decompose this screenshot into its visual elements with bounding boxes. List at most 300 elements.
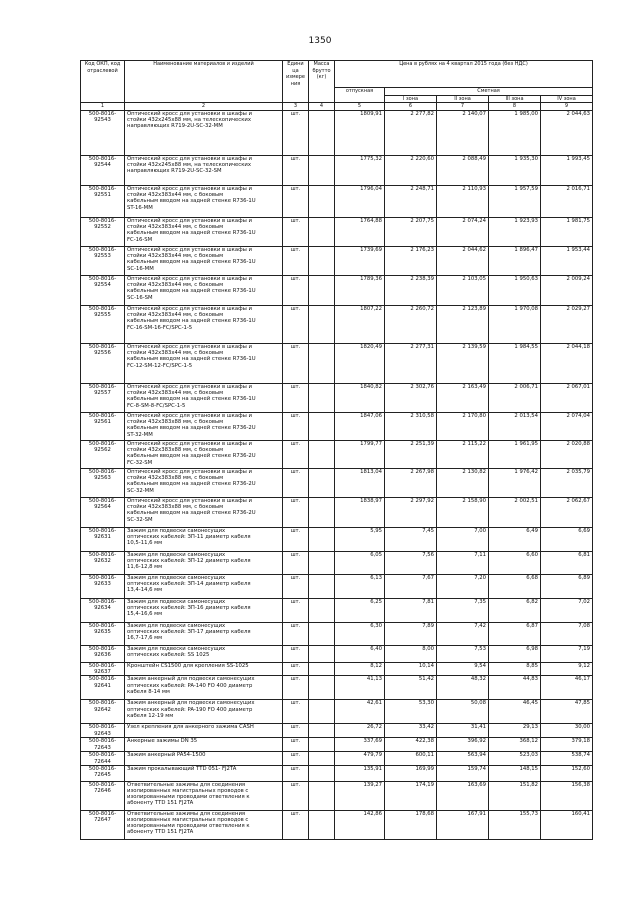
header-mass: Масса брутто (кг) xyxy=(309,61,335,103)
unit-cell: шт. xyxy=(283,752,309,765)
table-row xyxy=(81,441,593,469)
zone-2-price-cell: 2 163,49 xyxy=(437,384,489,413)
item-name-cell: Оптический кросс для установки в шкафы и стойки 432x383x88 мм, с боковым кабельным вводом на задней стенке R736-2U FC-32-SM xyxy=(125,441,283,469)
zone-2-price-cell: 2 115,22 xyxy=(437,441,489,469)
column-number: 8 xyxy=(489,103,541,111)
zone-3-price-cell: 6,82 xyxy=(489,599,541,623)
zone-3-price-cell: 523,03 xyxy=(489,752,541,765)
okp-code-cell: 500-8016- 72644 xyxy=(81,752,125,765)
release-price-cell: 1775,32 xyxy=(335,156,385,186)
mass-cell xyxy=(309,156,335,186)
okp-code-cell: 500-8016- 92562 xyxy=(81,441,125,469)
unit-cell: шт. xyxy=(283,156,309,186)
item-name-cell: Зажим для подвески самонесущих оптических кабелей: SS 1025 xyxy=(125,646,283,663)
okp-code-cell: 500-8016- 92633 xyxy=(81,575,125,599)
zone-1-price-cell: 2 220,60 xyxy=(385,156,437,186)
unit-cell: шт. xyxy=(283,247,309,276)
zone-3-price-cell: 1 984,55 xyxy=(489,344,541,384)
table-body xyxy=(81,111,593,840)
zone-1-price-cell: 2 248,71 xyxy=(385,186,437,218)
zone-1-price-cell: 600,11 xyxy=(385,752,437,765)
item-name-cell: Оптический кросс для установки в шкафы и стойки 432x383x44 мм, с боковым кабельным вводом на задней стенке R736-1U FC-12-SM-12-FC/SPC-1-5 xyxy=(125,344,283,384)
zone-2-price-cell: 159,74 xyxy=(437,765,489,781)
okp-code-cell: 500-8016- 92641 xyxy=(81,676,125,700)
zone-4-price-cell: 7,08 xyxy=(541,623,593,646)
okp-code-cell: 500-8016- 92642 xyxy=(81,700,125,724)
unit-cell: шт. xyxy=(283,384,309,413)
mass-cell xyxy=(309,413,335,441)
release-price-cell: 142,86 xyxy=(335,810,385,839)
mass-cell xyxy=(309,498,335,528)
header-price-caption: Цена в рублях на 4 квартал 2015 года (без НДС) xyxy=(335,61,593,88)
column-number: 2 xyxy=(125,103,283,111)
unit-cell: шт. xyxy=(283,306,309,344)
zone-1-price-cell: 33,42 xyxy=(385,724,437,738)
unit-cell: шт. xyxy=(283,469,309,498)
zone-2-price-cell: 9,54 xyxy=(437,663,489,676)
item-name-cell: Зажим для подвески самонесущих оптических кабелей: ЗП-11 диаметр кабеля 10,5-11,6 мм xyxy=(125,528,283,552)
release-price-cell: 479,79 xyxy=(335,752,385,765)
zone-1-price-cell: 2 176,23 xyxy=(385,247,437,276)
table-row xyxy=(81,384,593,413)
zone-3-price-cell: 2 006,71 xyxy=(489,384,541,413)
item-name-cell: Анкерные зажимы DN 35 xyxy=(125,738,283,752)
unit-cell: шт. xyxy=(283,344,309,384)
column-number: 9 xyxy=(541,103,593,111)
header-unit: Едини ца измере ния xyxy=(283,61,309,103)
zone-1-price-cell: 8,00 xyxy=(385,646,437,663)
zone-4-price-cell: 9,12 xyxy=(541,663,593,676)
zone-3-price-cell: 2 013,54 xyxy=(489,413,541,441)
zone-2-price-cell: 31,41 xyxy=(437,724,489,738)
mass-cell xyxy=(309,247,335,276)
table-row xyxy=(81,498,593,528)
zone-2-price-cell: 2 170,80 xyxy=(437,413,489,441)
unit-cell: шт. xyxy=(283,498,309,528)
zone-3-price-cell: 1 935,30 xyxy=(489,156,541,186)
zone-4-price-cell: 1 953,44 xyxy=(541,247,593,276)
zone-3-price-cell: 6,98 xyxy=(489,646,541,663)
zone-4-price-cell: 1 993,45 xyxy=(541,156,593,186)
zone-4-price-cell: 46,17 xyxy=(541,676,593,700)
release-price-cell: 1847,06 xyxy=(335,413,385,441)
item-name-cell: Ответвительные зажимы для соединения изолированных магистральных проводов с изолированными проводами ответвления к абоненту ТТD 151 FJ2TA xyxy=(125,810,283,839)
table-row xyxy=(81,528,593,552)
release-price-cell: 1789,36 xyxy=(335,276,385,306)
okp-code-cell: 500-8016- 92552 xyxy=(81,218,125,247)
mass-cell xyxy=(309,623,335,646)
zone-3-price-cell: 1 970,08 xyxy=(489,306,541,344)
okp-code-cell: 500-8016- 92553 xyxy=(81,247,125,276)
item-name-cell: Зажим анкерный PA54-1500 xyxy=(125,752,283,765)
okp-code-cell: 500-8016- 92556 xyxy=(81,344,125,384)
table-row xyxy=(81,724,593,738)
zone-4-price-cell: 2 029,27 xyxy=(541,306,593,344)
mass-cell xyxy=(309,111,335,156)
unit-cell: шт. xyxy=(283,186,309,218)
table-row xyxy=(81,111,593,156)
item-name-cell: Оптический кросс для установки в шкафы и стойки 432x383x44 мм, с боковым кабельным вводом на задней стенке R736-1U SC-16-MM xyxy=(125,247,283,276)
price-table xyxy=(80,60,593,840)
item-name-cell: Зажим для подвески самонесущих оптических кабелей: ЗП-16 диаметр кабеля 15,4-16,6 мм xyxy=(125,599,283,623)
zone-2-price-cell: 7,20 xyxy=(437,575,489,599)
zone-1-price-cell: 7,67 xyxy=(385,575,437,599)
item-name-cell: Зажим анкерный для подвески самонесущих оптических кабелей: PA-140 FO 400 диаметр кабеля 8-14 мм xyxy=(125,676,283,700)
mass-cell xyxy=(309,599,335,623)
zone-2-price-cell: 7,00 xyxy=(437,528,489,552)
table-row xyxy=(81,623,593,646)
zone-3-price-cell: 1 985,00 xyxy=(489,111,541,156)
item-name-cell: Оптический кросс для установки в шкафы и стойки 432x245x88 мм, на телескопических направляющих R719-2U-SC-32-SM xyxy=(125,156,283,186)
mass-cell xyxy=(309,186,335,218)
zone-1-price-cell: 2 277,31 xyxy=(385,344,437,384)
table-row xyxy=(81,738,593,752)
okp-code-cell: 500-8016- 92555 xyxy=(81,306,125,344)
zone-3-price-cell: 1 896,47 xyxy=(489,247,541,276)
unit-cell: шт. xyxy=(283,413,309,441)
zone-4-price-cell: 2 067,01 xyxy=(541,384,593,413)
okp-code-cell: 500-8016- 92564 xyxy=(81,498,125,528)
release-price-cell: 1799,77 xyxy=(335,441,385,469)
release-price-cell: 6,05 xyxy=(335,552,385,575)
zone-4-price-cell: 2 074,04 xyxy=(541,413,593,441)
zone-2-price-cell: 7,11 xyxy=(437,552,489,575)
zone-2-price-cell: 48,32 xyxy=(437,676,489,700)
okp-code-cell: 500-8016- 92561 xyxy=(81,413,125,441)
mass-cell xyxy=(309,575,335,599)
zone-1-price-cell: 2 207,75 xyxy=(385,218,437,247)
table-row xyxy=(81,247,593,276)
zone-2-price-cell: 7,53 xyxy=(437,646,489,663)
zone-3-price-cell: 29,13 xyxy=(489,724,541,738)
item-name-cell: Зажим прокалывающий ТТD 051- FJ2TA xyxy=(125,765,283,781)
mass-cell xyxy=(309,724,335,738)
release-price-cell: 6,30 xyxy=(335,623,385,646)
header-release: отпускная xyxy=(335,88,385,103)
zone-4-price-cell: 6,69 xyxy=(541,528,593,552)
table-header xyxy=(81,61,593,111)
zone-2-price-cell: 2 074,24 xyxy=(437,218,489,247)
mass-cell xyxy=(309,528,335,552)
okp-code-cell: 500-8016- 92551 xyxy=(81,186,125,218)
zone-2-price-cell: 163,69 xyxy=(437,781,489,810)
unit-cell: шт. xyxy=(283,441,309,469)
okp-code-cell: 500-8016- 92636 xyxy=(81,646,125,663)
column-numbers-row xyxy=(81,103,593,111)
zone-3-price-cell: 1 923,93 xyxy=(489,218,541,247)
unit-cell: шт. xyxy=(283,765,309,781)
zone-3-price-cell: 6,68 xyxy=(489,575,541,599)
mass-cell xyxy=(309,344,335,384)
item-name-cell: Зажим анкерный для подвески самонесущих оптических кабелей: PA-190 FO 400 диаметр кабеля 12-19 мм xyxy=(125,700,283,724)
unit-cell: шт. xyxy=(283,623,309,646)
zone-1-price-cell: 2 277,82 xyxy=(385,111,437,156)
zone-3-price-cell: 1 957,59 xyxy=(489,186,541,218)
okp-code-cell: 500-8016- 92631 xyxy=(81,528,125,552)
item-name-cell: Оптический кросс для установки в шкафы и стойки 432x245x88 мм, на телескопических направляющих R719-2U-SC-32-MM xyxy=(125,111,283,156)
release-price-cell: 41,13 xyxy=(335,676,385,700)
table-row xyxy=(81,599,593,623)
okp-code-cell: 500-8016- 92635 xyxy=(81,623,125,646)
okp-code-cell: 500-8016- 72645 xyxy=(81,765,125,781)
release-price-cell: 6,25 xyxy=(335,599,385,623)
header-zone-3: III зона xyxy=(489,95,541,103)
zone-1-price-cell: 7,89 xyxy=(385,623,437,646)
zone-4-price-cell: 2 044,63 xyxy=(541,111,593,156)
mass-cell xyxy=(309,646,335,663)
item-name-cell: Оптический кросс для установки в шкафы и стойки 432x383x44 мм, с боковым кабельным вводом на задней стенке R736-1U FC-16-SM-16-FC/SPC-1-5 xyxy=(125,306,283,344)
zone-4-price-cell: 2 016,71 xyxy=(541,186,593,218)
zone-2-price-cell: 2 130,82 xyxy=(437,469,489,498)
zone-2-price-cell: 2 158,90 xyxy=(437,498,489,528)
release-price-cell: 1840,82 xyxy=(335,384,385,413)
item-name-cell: Оптический кросс для установки в шкафы и стойки 432x383x44 мм, с боковым кабельным вводом на задней стенке R736-1U FC-16-SM xyxy=(125,218,283,247)
zone-3-price-cell: 2 002,51 xyxy=(489,498,541,528)
mass-cell xyxy=(309,441,335,469)
column-number: 3 xyxy=(283,103,309,111)
zone-2-price-cell: 563,94 xyxy=(437,752,489,765)
release-price-cell: 1809,91 xyxy=(335,111,385,156)
table-row xyxy=(81,781,593,810)
mass-cell xyxy=(309,752,335,765)
zone-1-price-cell: 422,38 xyxy=(385,738,437,752)
zone-1-price-cell: 10,14 xyxy=(385,663,437,676)
item-name-cell: Зажим для подвески самонесущих оптических кабелей: ЗП-14 диаметр кабеля 13,4-14,6 мм xyxy=(125,575,283,599)
table-row xyxy=(81,186,593,218)
item-name-cell: Кронштейн CS1500 для крепления SS-1025 xyxy=(125,663,283,676)
unit-cell: шт. xyxy=(283,575,309,599)
zone-1-price-cell: 2 310,58 xyxy=(385,413,437,441)
release-price-cell: 1838,97 xyxy=(335,498,385,528)
zone-4-price-cell: 379,18 xyxy=(541,738,593,752)
zone-3-price-cell: 6,60 xyxy=(489,552,541,575)
zone-4-price-cell: 160,41 xyxy=(541,810,593,839)
item-name-cell: Оптический кросс для установки в шкафы и стойки 432x383x44 мм, с боковым кабельным вводом на задней стенке R736-1U ST-16-MM xyxy=(125,186,283,218)
zone-3-price-cell: 151,82 xyxy=(489,781,541,810)
zone-1-price-cell: 2 267,98 xyxy=(385,469,437,498)
unit-cell: шт. xyxy=(283,663,309,676)
mass-cell xyxy=(309,276,335,306)
table-row xyxy=(81,306,593,344)
release-price-cell: 5,95 xyxy=(335,528,385,552)
release-price-cell: 6,40 xyxy=(335,646,385,663)
table-row xyxy=(81,575,593,599)
zone-2-price-cell: 2 140,07 xyxy=(437,111,489,156)
zone-1-price-cell: 2 297,92 xyxy=(385,498,437,528)
release-price-cell: 26,72 xyxy=(335,724,385,738)
item-name-cell: Оптический кросс для установки в шкафы и стойки 432x383x88 мм, с боковым кабельным вводом на задней стенке R736-2U SC-32-MM xyxy=(125,469,283,498)
mass-cell xyxy=(309,781,335,810)
header-zone-1: I зона xyxy=(385,95,437,103)
zone-2-price-cell: 167,91 xyxy=(437,810,489,839)
zone-4-price-cell: 2 020,88 xyxy=(541,441,593,469)
unit-cell: шт. xyxy=(283,646,309,663)
zone-1-price-cell: 2 302,76 xyxy=(385,384,437,413)
okp-code-cell: 500-8016- 92554 xyxy=(81,276,125,306)
item-name-cell: Ответвительные зажимы для соединения изолированных магистральных проводов с изолированными проводами ответвления к абоненту ТТD 151 FJ2TA xyxy=(125,781,283,810)
zone-1-price-cell: 7,56 xyxy=(385,552,437,575)
zone-4-price-cell: 6,81 xyxy=(541,552,593,575)
zone-4-price-cell: 47,85 xyxy=(541,700,593,724)
zone-2-price-cell: 2 123,89 xyxy=(437,306,489,344)
okp-code-cell: 500-8016- 92563 xyxy=(81,469,125,498)
release-price-cell: 6,13 xyxy=(335,575,385,599)
release-price-cell: 1739,69 xyxy=(335,247,385,276)
release-price-cell: 135,91 xyxy=(335,765,385,781)
unit-cell: шт. xyxy=(283,810,309,839)
unit-cell: шт. xyxy=(283,276,309,306)
mass-cell xyxy=(309,676,335,700)
zone-1-price-cell: 178,68 xyxy=(385,810,437,839)
column-number: 6 xyxy=(385,103,437,111)
release-price-cell: 42,61 xyxy=(335,700,385,724)
zone-4-price-cell: 7,02 xyxy=(541,599,593,623)
unit-cell: шт. xyxy=(283,552,309,575)
zone-3-price-cell: 46,45 xyxy=(489,700,541,724)
unit-cell: шт. xyxy=(283,700,309,724)
item-name-cell: Оптический кросс для установки в шкафы и стойки 432x383x44 мм, с боковым кабельным вводом на задней стенке R736-1U SC-16-SM xyxy=(125,276,283,306)
zone-1-price-cell: 174,19 xyxy=(385,781,437,810)
table-row xyxy=(81,552,593,575)
zone-1-price-cell: 7,81 xyxy=(385,599,437,623)
release-price-cell: 1813,04 xyxy=(335,469,385,498)
zone-3-price-cell: 1 976,42 xyxy=(489,469,541,498)
release-price-cell: 1764,88 xyxy=(335,218,385,247)
zone-2-price-cell: 396,92 xyxy=(437,738,489,752)
release-price-cell: 8,12 xyxy=(335,663,385,676)
zone-3-price-cell: 148,15 xyxy=(489,765,541,781)
header-name: Наименование материалов и изделий xyxy=(125,61,283,103)
table-row xyxy=(81,810,593,839)
header-zone-4: IV зона xyxy=(541,95,593,103)
zone-4-price-cell: 2 062,67 xyxy=(541,498,593,528)
mass-cell xyxy=(309,700,335,724)
zone-4-price-cell: 538,74 xyxy=(541,752,593,765)
column-number: 5 xyxy=(335,103,385,111)
unit-cell: шт. xyxy=(283,724,309,738)
okp-code-cell: 500-8016- 72647 xyxy=(81,810,125,839)
okp-code-cell: 500-8016- 92632 xyxy=(81,552,125,575)
zone-1-price-cell: 169,99 xyxy=(385,765,437,781)
mass-cell xyxy=(309,384,335,413)
unit-cell: шт. xyxy=(283,218,309,247)
zone-4-price-cell: 1 981,75 xyxy=(541,218,593,247)
okp-code-cell: 500-8016- 92634 xyxy=(81,599,125,623)
table-row xyxy=(81,276,593,306)
table-row xyxy=(81,413,593,441)
zone-2-price-cell: 7,35 xyxy=(437,599,489,623)
mass-cell xyxy=(309,765,335,781)
mass-cell xyxy=(309,218,335,247)
mass-cell xyxy=(309,552,335,575)
zone-1-price-cell: 2 238,39 xyxy=(385,276,437,306)
header-code: Код ОКП, код отраслевой xyxy=(81,61,125,103)
item-name-cell: Узел крепления для анкерного зажима CASH xyxy=(125,724,283,738)
release-price-cell: 337,69 xyxy=(335,738,385,752)
zone-4-price-cell: 156,38 xyxy=(541,781,593,810)
header-estimate: Сметная xyxy=(385,88,593,96)
zone-2-price-cell: 7,42 xyxy=(437,623,489,646)
table-row xyxy=(81,344,593,384)
zone-4-price-cell: 2 044,18 xyxy=(541,344,593,384)
table-row xyxy=(81,676,593,700)
item-name-cell: Зажим для подвески самонесущих оптических кабелей: ЗП-12 диаметр кабеля 11,6-12,8 мм xyxy=(125,552,283,575)
okp-code-cell: 500-8016- 92544 xyxy=(81,156,125,186)
zone-4-price-cell: 7,19 xyxy=(541,646,593,663)
zone-2-price-cell: 2 103,05 xyxy=(437,276,489,306)
zone-3-price-cell: 368,12 xyxy=(489,738,541,752)
table-row xyxy=(81,700,593,724)
column-number: 7 xyxy=(437,103,489,111)
unit-cell: шт. xyxy=(283,738,309,752)
release-price-cell: 1820,49 xyxy=(335,344,385,384)
mass-cell xyxy=(309,810,335,839)
zone-2-price-cell: 50,08 xyxy=(437,700,489,724)
column-number: 1 xyxy=(81,103,125,111)
mass-cell xyxy=(309,738,335,752)
zone-3-price-cell: 6,49 xyxy=(489,528,541,552)
release-price-cell: 1807,22 xyxy=(335,306,385,344)
zone-3-price-cell: 155,73 xyxy=(489,810,541,839)
mass-cell xyxy=(309,663,335,676)
unit-cell: шт. xyxy=(283,599,309,623)
table-row xyxy=(81,765,593,781)
mass-cell xyxy=(309,469,335,498)
zone-2-price-cell: 2 088,49 xyxy=(437,156,489,186)
item-name-cell: Оптический кросс для установки в шкафы и стойки 432x383x44 мм, с боковым кабельным вводом на задней стенке R736-1U FC-8-SM-8-FC/SPC-1-5 xyxy=(125,384,283,413)
item-name-cell: Зажим для подвески самонесущих оптических кабелей: ЗП-17 диаметр кабеля 16,7-17,6 мм xyxy=(125,623,283,646)
zone-1-price-cell: 2 251,39 xyxy=(385,441,437,469)
zone-3-price-cell: 44,83 xyxy=(489,676,541,700)
column-number: 4 xyxy=(309,103,335,111)
table-row xyxy=(81,752,593,765)
zone-3-price-cell: 6,87 xyxy=(489,623,541,646)
unit-cell: шт. xyxy=(283,111,309,156)
zone-4-price-cell: 30,00 xyxy=(541,724,593,738)
table-row xyxy=(81,663,593,676)
zone-1-price-cell: 51,42 xyxy=(385,676,437,700)
zone-1-price-cell: 7,45 xyxy=(385,528,437,552)
item-name-cell: Оптический кросс для установки в шкафы и стойки 432x383x88 мм, с боковым кабельным вводом на задней стенке R736-2U ST-32-MM xyxy=(125,413,283,441)
okp-code-cell: 500-8016- 92543 xyxy=(81,111,125,156)
zone-4-price-cell: 2 035,79 xyxy=(541,469,593,498)
mass-cell xyxy=(309,306,335,344)
zone-1-price-cell: 2 260,72 xyxy=(385,306,437,344)
table-row xyxy=(81,646,593,663)
zone-2-price-cell: 2 044,62 xyxy=(437,247,489,276)
zone-4-price-cell: 152,60 xyxy=(541,765,593,781)
okp-code-cell: 500-8016- 92637 xyxy=(81,663,125,676)
release-price-cell: 1796,04 xyxy=(335,186,385,218)
table-row xyxy=(81,218,593,247)
header-zone-2: II зона xyxy=(437,95,489,103)
zone-2-price-cell: 2 110,93 xyxy=(437,186,489,218)
item-name-cell: Оптический кросс для установки в шкафы и стойки 432x383x88 мм, с боковым кабельным вводом на задней стенке R736-2U SC-32-SM xyxy=(125,498,283,528)
table-row xyxy=(81,469,593,498)
page-number: 1350 xyxy=(308,36,332,46)
okp-code-cell: 500-8016- 92557 xyxy=(81,384,125,413)
okp-code-cell: 500-8016- 92643 xyxy=(81,724,125,738)
unit-cell: шт. xyxy=(283,528,309,552)
unit-cell: шт. xyxy=(283,676,309,700)
zone-2-price-cell: 2 139,59 xyxy=(437,344,489,384)
zone-4-price-cell: 2 009,24 xyxy=(541,276,593,306)
zone-3-price-cell: 8,85 xyxy=(489,663,541,676)
zone-4-price-cell: 6,89 xyxy=(541,575,593,599)
zone-1-price-cell: 53,30 xyxy=(385,700,437,724)
release-price-cell: 139,27 xyxy=(335,781,385,810)
zone-3-price-cell: 1 950,63 xyxy=(489,276,541,306)
